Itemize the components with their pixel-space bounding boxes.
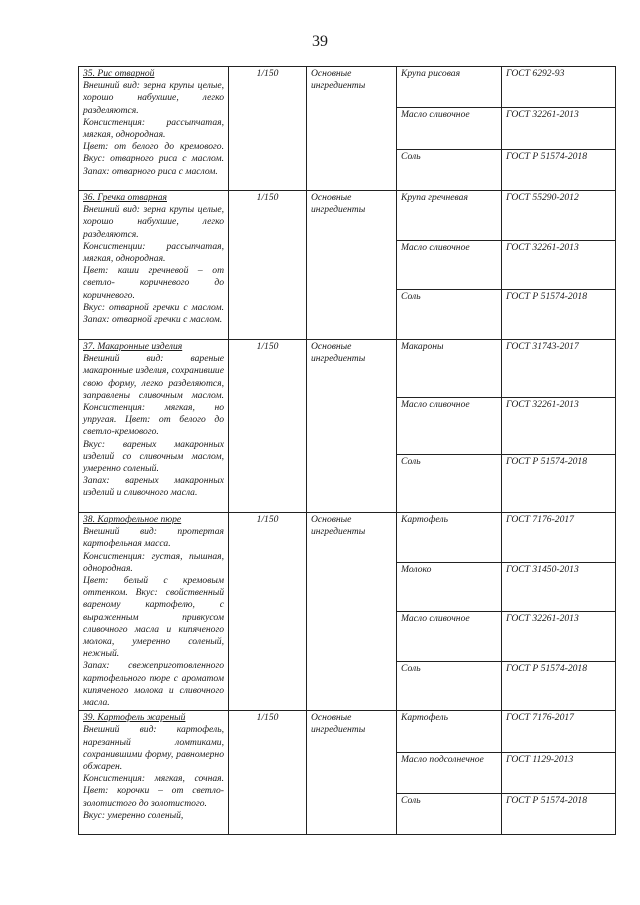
ingredient-group: Основные ингредиенты: [307, 513, 397, 711]
dish-description-line: Вкус: умеренно соленый,: [83, 809, 184, 821]
dish-description-line: Внешний вид: вареные макаронные изделия, сохранившие свою форму, легко разделяются, заправлены сливочным маслом. Консистенция: мягкая, но упругая. Цвет: от белого до светло-кремового.: [83, 353, 224, 438]
dish-description: [79, 67, 229, 191]
ingredient-name: Соль: [397, 290, 502, 340]
ingredient-group: Основные ингредиенты: [307, 191, 397, 340]
dish-description: [79, 191, 229, 340]
table-row: [79, 711, 616, 752]
ingredient-gost: ГОСТ 1129-2013: [502, 752, 616, 793]
ingredient-group: Основные ингредиенты: [307, 67, 397, 191]
ingredient-name: Масло сливочное: [397, 612, 502, 662]
dish-title: 39. Картофель жареный: [83, 712, 186, 724]
dish-description: [79, 513, 229, 711]
dish-description-line: Консистенция: рассыпчатая, мягкая, однородная.: [83, 116, 224, 141]
ingredient-gost: ГОСТ 31450-2013: [502, 562, 616, 612]
dish-description-line: Запах: свежеприготовленного картофельного пюре с ароматом кипяченого молока и сливочного масла.: [83, 660, 224, 709]
dish-yield: 1/150: [229, 191, 307, 340]
dish-yield: 1/150: [229, 67, 307, 191]
ingredient-name: Масло подсолнечное: [397, 752, 502, 793]
ingredient-gost: ГОСТ 6292-93: [502, 67, 616, 108]
ingredient-gost: ГОСТ 7176-2017: [502, 513, 616, 563]
ingredient-name: Соль: [397, 149, 502, 190]
ingredient-gost: ГОСТ Р 51574-2018: [502, 149, 616, 190]
ingredient-gost: ГОСТ 55290-2012: [502, 191, 616, 241]
ingredient-gost: ГОСТ Р 51574-2018: [502, 290, 616, 340]
ingredient-name: Масло сливочное: [397, 397, 502, 455]
ingredient-gost: ГОСТ 7176-2017: [502, 711, 616, 752]
dish-description-line: Консистенции: рассыпчатая, мягкая, однородная.: [83, 240, 224, 265]
dish-title: 38. Картофельное пюре: [83, 514, 182, 525]
ingredient-name: Крупа рисовая: [397, 67, 502, 108]
dish-title: 37. Макаронные изделия: [83, 341, 183, 352]
ingredient-name: Картофель: [397, 711, 502, 752]
ingredient-name: Молоко: [397, 562, 502, 612]
ingredient-gost: ГОСТ Р 51574-2018: [502, 661, 616, 711]
ingredient-group: Основные ингредиенты: [307, 340, 397, 513]
ingredient-gost: ГОСТ Р 51574-2018: [502, 455, 616, 513]
dish-description-line: Запах: вареных макаронных изделий и сливочного масла.: [83, 475, 224, 499]
dish-title: 36. Гречка отварная: [83, 192, 167, 203]
ingredient-gost: ГОСТ 32261-2013: [502, 397, 616, 455]
dish-description-line: Внешний вид: зерна крупы целые, хорошо набухшие, легко разделяются.: [83, 204, 224, 240]
ingredient-name: Масло сливочное: [397, 108, 502, 149]
ingredient-name: Соль: [397, 455, 502, 513]
dish-description-line: Цвет: белый с кремовым оттенком. Вкус: свойственный вареному картофелю, с выраженным привкусом сливочного масла и кипяченого молока, умеренно соленый, нежный.: [83, 575, 224, 660]
dish-description-line: Внешний вид: зерна крупы целые, хорошо набухшие, легко разделяются.: [83, 80, 224, 116]
ingredient-gost: ГОСТ 32261-2013: [502, 240, 616, 290]
ingredient-group: Основные ингредиенты: [307, 711, 397, 835]
ingredient-name: Макароны: [397, 340, 502, 398]
ingredient-gost: ГОСТ 32261-2013: [502, 108, 616, 149]
dish-yield: 1/150: [229, 340, 307, 513]
ingredient-name: Соль: [397, 661, 502, 711]
dish-description-line: Внешний вид: картофель, нарезанный ломтиками, сохранившими форму, равномерно обжарен.: [83, 724, 224, 773]
ingredient-gost: ГОСТ 31743-2017: [502, 340, 616, 398]
dish-description-line: Внешний вид: протертая картофельная масса.: [83, 526, 224, 550]
dish-description-line: Консистенция: густая, пышная, однородная.: [83, 550, 224, 574]
table-row: [79, 340, 616, 398]
ingredient-name: Крупа гречневая: [397, 191, 502, 241]
dish-description-line: Цвет: от белого до кремового. Вкус: отварного риса с маслом. Запах: отварного риса с маслом.: [83, 141, 224, 177]
dish-description-line: Консистенция: мягкая, сочная. Цвет: корочки – от светло-золотистого до золотистого.: [83, 773, 224, 809]
dish-description: [79, 340, 229, 513]
dish-description-line: Вкус: отварной гречки с маслом. Запах: отварной гречки с маслом.: [83, 301, 224, 326]
ingredient-name: Соль: [397, 793, 502, 834]
dish-yield: 1/150: [229, 711, 307, 835]
dish-description: [79, 711, 229, 835]
table-row: [79, 191, 616, 241]
table-row: [79, 67, 616, 108]
dish-description-line: Вкус: вареных макаронных изделий со сливочным маслом, умеренно соленый.: [83, 438, 224, 475]
dish-title: 35. Рис отварной: [83, 68, 155, 79]
ingredient-gost: ГОСТ 32261-2013: [502, 612, 616, 662]
dish-description-line: Цвет: каши гречневой – от светло- коричневого до коричневого.: [83, 265, 224, 301]
table-row: [79, 513, 616, 563]
page-number: 39: [312, 33, 328, 50]
ingredient-name: Картофель: [397, 513, 502, 563]
ingredient-name: Масло сливочное: [397, 240, 502, 290]
dish-yield: 1/150: [229, 513, 307, 711]
recipe-spec-table: [78, 66, 616, 835]
ingredient-gost: ГОСТ Р 51574-2018: [502, 793, 616, 834]
